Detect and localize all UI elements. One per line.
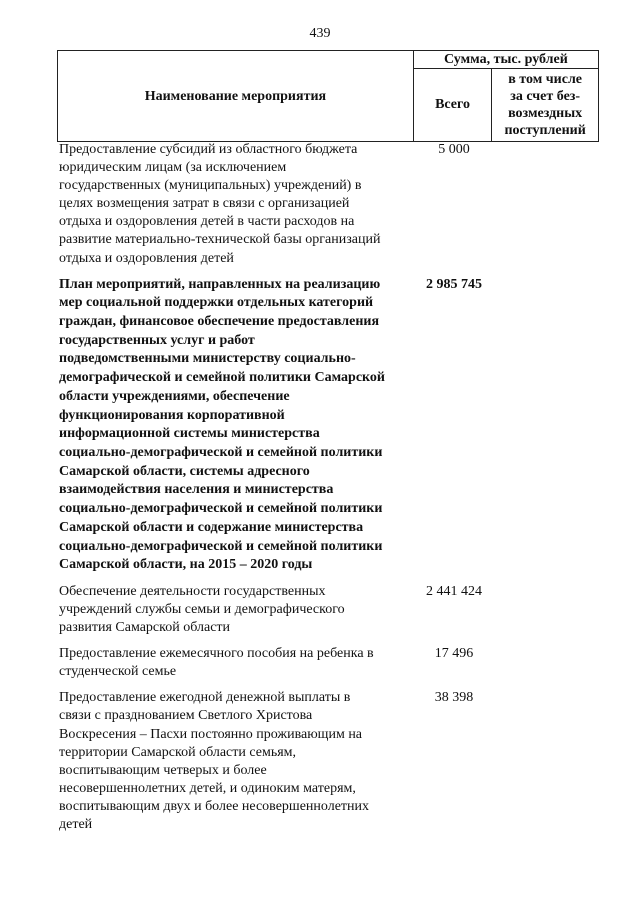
row-name-line: студенческой семье [59,664,177,680]
table-row [57,583,599,637]
row-name-line: государственных (муниципальных) учреждений) в [59,178,362,194]
header-subtotal-line: возмездных [508,106,583,121]
row-name-line: социально-демографической и семейной политики [59,501,383,517]
header-subtotal-line: за счет без- [510,89,581,104]
row-name-line: функционирования корпоративной [59,407,285,423]
row-name-line: развития Самарской области [59,620,231,636]
row-name-line: детей [59,817,93,833]
row-subtotal-cell [493,645,599,681]
table-row [57,645,599,681]
row-name-line: Воскресения – Пасхи постоянно проживающим на [59,726,363,742]
row-name-cell [57,141,415,268]
row-name-line: социально-демографической и семейной политики [59,444,383,460]
table-row [57,276,599,575]
row-name-line: Самарской области, системы адресного [59,463,310,479]
row-name-line: демографической и семейной политики Самарской [59,370,385,386]
row-name-line: Самарской области и содержание министерства [59,519,364,535]
row-name-line: целях возмещения затрат в связи с организацией [59,196,350,212]
row-subtotal-cell [493,141,599,268]
row-name-cell [57,645,415,681]
header-subtotal-line: поступлений [504,123,586,138]
row-name-line: развитие материально-технической базы организаций [59,232,381,248]
header-subtotal-column [492,69,599,142]
page-number: 439 [309,26,331,41]
row-name-line: несовершеннолетних детей, и одиноким матерям, [59,780,356,796]
table-row [57,141,599,268]
row-name-line: юридическим лицам (за исключением [59,160,287,176]
row-name-line: Предоставление ежемесячного пособия на ребенка в [59,646,374,662]
row-name-line: мер социальной поддержки отдельных категорий [59,295,374,311]
row-name-line: отдыха и оздоровления детей в части расходов на [59,214,355,230]
row-total-cell: 5 000 [438,142,470,157]
row-subtotal-cell [493,276,599,575]
row-total-cell: 2 441 424 [426,583,482,599]
row-name-line: воспитывающим двух и более несовершеннолетних [59,798,370,814]
row-name-line: Предоставление субсидий из областного бюджета [59,142,358,157]
row-name-line: области учреждениями, обеспечение [59,388,290,404]
row-total-cell: 38 398 [434,690,474,706]
row-subtotal-cell [493,583,599,637]
header-sum-group: Сумма, тыс. рублей [413,51,598,69]
row-name-line: Самарской области, на 2015 – 2020 годы [59,557,313,573]
header-total-column: Всего [413,69,491,142]
row-name-line: отдыха и оздоровления детей [59,250,234,266]
table-body [57,141,599,842]
row-total-cell: 17 496 [434,646,474,662]
row-name-line: подведомственными министерству социально- [59,351,356,367]
table-header [57,50,599,142]
row-name-line: План мероприятий, направленных на реализацию [59,276,381,292]
row-name-line: связи с празднованием Светлого Христова [59,708,313,724]
row-name-line: учреждений службы семьи и демографического [59,602,345,617]
row-name-line: воспитывающим четверых и более [59,762,267,778]
row-name-line: Предоставление ежегодной денежной выплаты в [59,690,351,706]
row-name-line: государственных услуг и работ [59,332,255,348]
row-name-line: Обеспечение деятельности государственных [59,583,326,599]
header-subtotal-line: в том числе [508,72,583,87]
row-name-line: информационной системы министерства [59,426,320,442]
row-name-cell [57,689,415,834]
row-subtotal-cell [493,689,599,834]
row-name-line: взаимодействия населения и министерства [59,482,334,498]
row-name-line: граждан, финансовое обеспечение предоставления [59,314,380,330]
row-name-cell [57,276,415,575]
header-name-column: Наименование мероприятия [58,51,414,142]
row-name-line: территории Самарской области семьям, [59,744,297,760]
row-name-cell [57,583,415,637]
row-total-cell: 2 985 745 [426,276,482,292]
table-row [57,689,599,834]
row-name-line: социально-демографической и семейной политики [59,538,383,554]
